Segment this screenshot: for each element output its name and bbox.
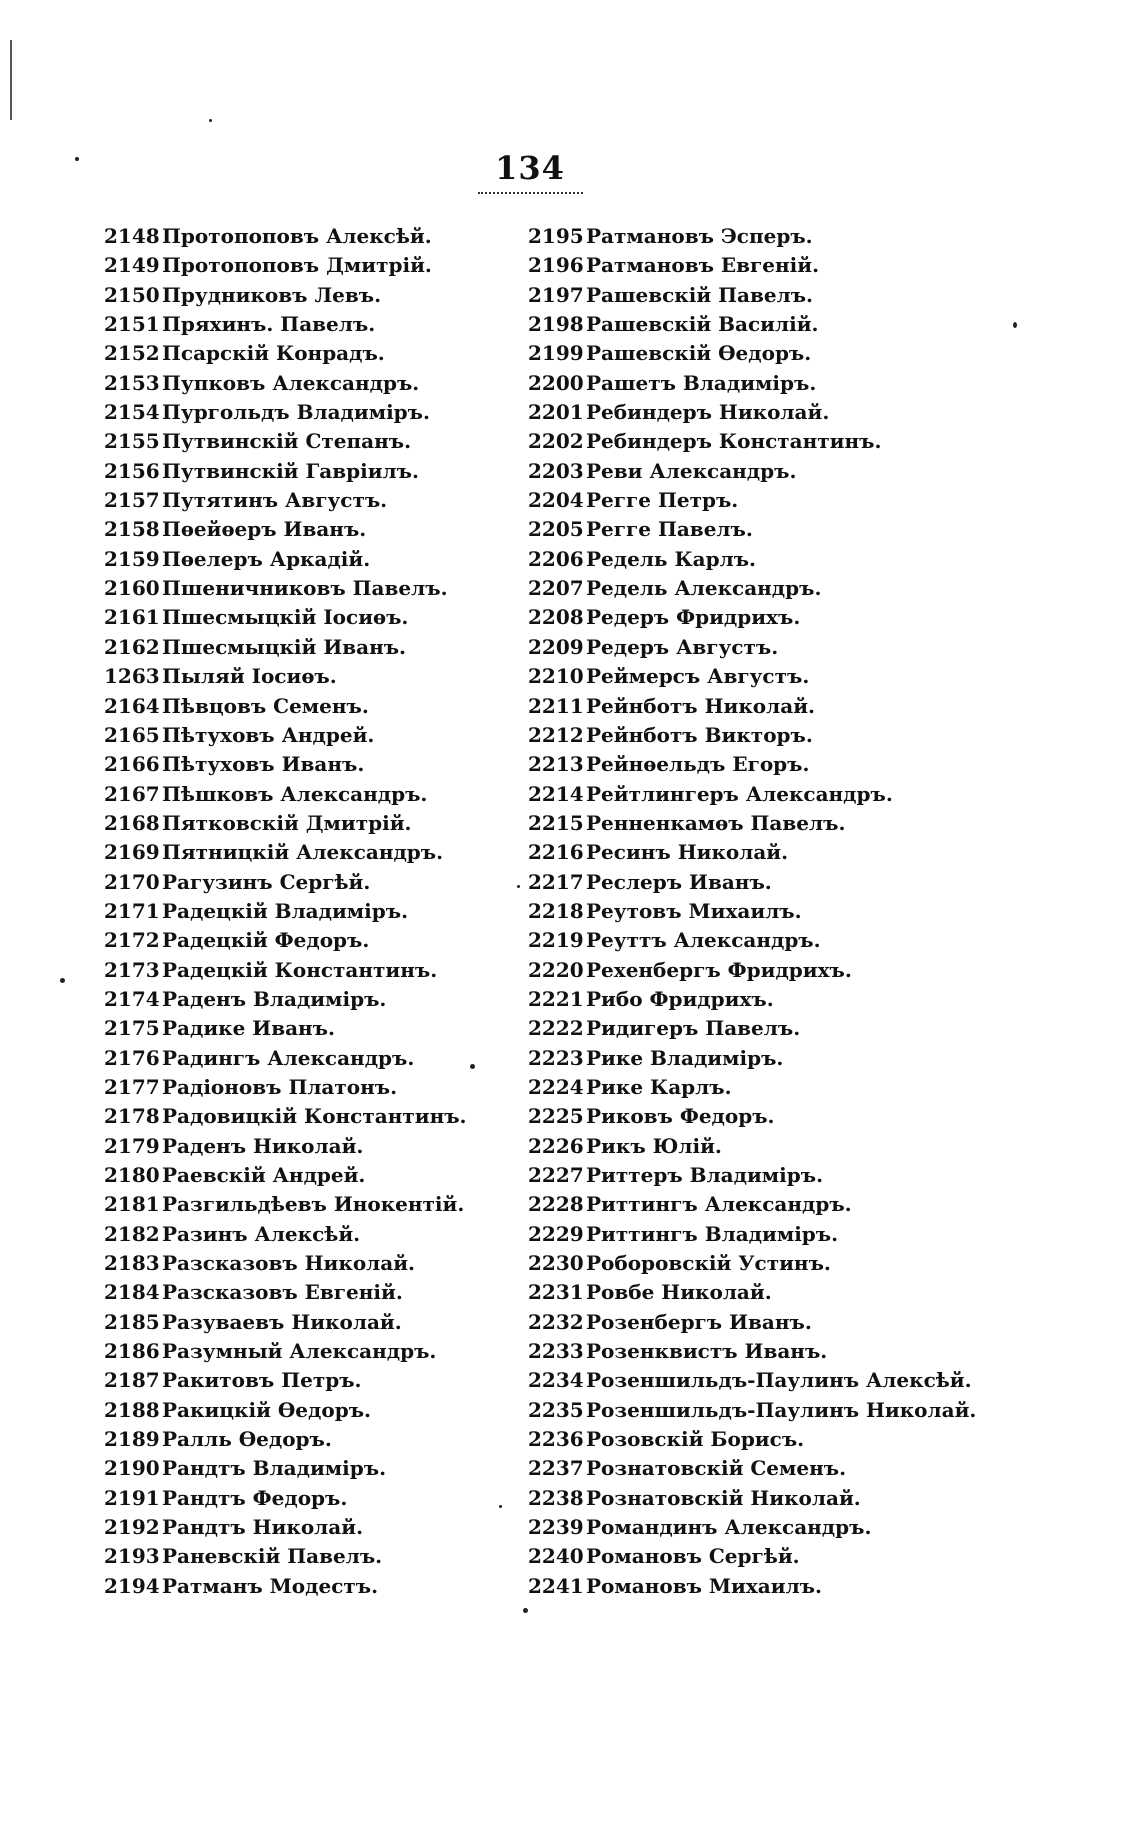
entry-number: 2148 — [104, 224, 160, 248]
scan-speck — [499, 1505, 502, 1508]
list-item — [528, 1366, 976, 1395]
entry-name: Рехенбергъ Фридрихъ. — [586, 957, 852, 982]
entry-number: 2213 — [528, 752, 584, 777]
entry-name: Радовицкій Константинъ. — [162, 1104, 467, 1129]
entry-name: Розеншильдъ-Паулинъ Алексѣй. — [586, 1368, 972, 1393]
entry-name: Ровбе Николай. — [586, 1280, 772, 1305]
list-item — [528, 1220, 976, 1249]
scan-speck — [517, 885, 520, 888]
entry-number: 2180 — [104, 1163, 160, 1187]
list-item — [104, 486, 467, 515]
entry-number: 2185 — [104, 1309, 160, 1334]
entry-number: 2173 — [104, 957, 160, 982]
list-item — [104, 427, 467, 456]
entry-name: Протопоповъ Алексѣй. — [162, 224, 432, 248]
entry-number: 2203 — [528, 458, 584, 483]
entry-name: Пургольдъ Владиміръ. — [162, 400, 430, 425]
entry-name: Разгильдѣевъ Инокентій. — [162, 1192, 465, 1217]
entry-name: Реуттъ Александръ. — [586, 928, 821, 953]
entry-name: Пшесмыцкій Іосиѳъ. — [162, 605, 409, 630]
scan-edge-line — [10, 40, 12, 120]
entry-number: 2220 — [528, 957, 584, 982]
list-item — [528, 1484, 976, 1513]
entry-name: Радецкій Федоръ. — [162, 928, 370, 953]
entry-name: Разсказовъ Евгеній. — [162, 1280, 403, 1305]
entry-number: 2156 — [104, 458, 160, 483]
list-item — [104, 603, 467, 632]
entry-name: Рознатовскій Семенъ. — [586, 1456, 847, 1481]
list-item — [104, 1425, 467, 1454]
entry-number: 2190 — [104, 1456, 160, 1481]
entry-name: Редель Карлъ. — [586, 546, 756, 571]
entry-name: Ракитовъ Петръ. — [162, 1368, 362, 1393]
entry-name: Путвинскій Степанъ. — [162, 429, 412, 454]
entry-number: 1263 — [104, 664, 160, 689]
list-item — [104, 662, 467, 691]
page-number: 134 — [495, 149, 565, 187]
list-item — [528, 310, 976, 339]
list-item — [528, 339, 976, 368]
entry-name: Ратмановъ Евгеній. — [586, 253, 820, 278]
entry-name: Путвинскій Гавріилъ. — [162, 458, 419, 483]
list-item — [528, 1278, 976, 1307]
entry-name: Розеншильдъ-Паулинъ Николай. — [586, 1397, 977, 1422]
entry-number: 2170 — [104, 869, 160, 894]
entry-number: 2188 — [104, 1397, 160, 1422]
entry-number: 2178 — [104, 1104, 160, 1129]
entry-name: Радецкій Владиміръ. — [162, 898, 409, 923]
entry-number: 2211 — [528, 693, 584, 718]
list-item — [528, 692, 976, 721]
entry-name: Редеръ Августъ. — [586, 634, 779, 659]
entry-name: Рейнботъ Викторъ. — [586, 722, 813, 747]
scan-speck — [470, 1064, 475, 1069]
list-item — [104, 545, 467, 574]
list-item — [528, 1513, 976, 1542]
list-item — [104, 1396, 467, 1425]
list-item — [104, 251, 467, 280]
list-item — [104, 1308, 467, 1337]
entry-number: 2175 — [104, 1016, 160, 1041]
scan-speck — [75, 157, 79, 161]
entry-name: Пряхинъ. Павелъ. — [162, 312, 376, 337]
entry-number: 2191 — [104, 1485, 160, 1510]
entry-name: Ресинъ Николай. — [586, 840, 789, 865]
entry-number: 2201 — [528, 400, 584, 425]
entry-name: Рибо Фридрихъ. — [586, 986, 774, 1011]
entry-number: 2221 — [528, 986, 584, 1011]
list-item — [104, 1161, 467, 1190]
entry-number: 2227 — [528, 1163, 584, 1187]
entry-number: 2154 — [104, 400, 160, 425]
list-item — [528, 486, 976, 515]
entry-number: 2234 — [528, 1368, 584, 1393]
entry-number: 2153 — [104, 370, 160, 395]
entry-number: 2158 — [104, 517, 160, 542]
list-item — [528, 515, 976, 544]
entry-number: 2187 — [104, 1368, 160, 1393]
list-item — [528, 868, 976, 897]
list-item — [104, 956, 467, 985]
list-item — [528, 1073, 976, 1102]
entry-number: 2184 — [104, 1280, 160, 1305]
list-item — [528, 1396, 976, 1425]
entry-number: 2167 — [104, 781, 160, 806]
entry-number: 2212 — [528, 722, 584, 747]
entry-name: Пшесмыцкій Иванъ. — [162, 634, 407, 659]
entry-name: Риттеръ Владиміръ. — [586, 1163, 824, 1187]
entry-name: Разинъ Алексѣй. — [162, 1221, 361, 1246]
entry-name: Рейтлингеръ Александръ. — [586, 781, 893, 806]
entry-number: 2157 — [104, 488, 160, 513]
entry-number: 2207 — [528, 576, 584, 601]
entry-name: Рашетъ Владиміръ. — [586, 370, 817, 395]
entry-name: Романдинъ Александръ. — [586, 1515, 872, 1540]
entry-number: 2200 — [528, 370, 584, 395]
entry-name: Риковъ Федоръ. — [586, 1104, 775, 1129]
entry-number: 2192 — [104, 1515, 160, 1540]
entry-number: 2241 — [528, 1573, 584, 1598]
entry-name: Путятинъ Августъ. — [162, 488, 388, 513]
entry-name: Редель Александръ. — [586, 576, 822, 601]
entry-number: 2238 — [528, 1485, 584, 1510]
entry-number: 2226 — [528, 1133, 584, 1158]
entry-number: 2218 — [528, 898, 584, 923]
entry-name: Радике Иванъ. — [162, 1016, 335, 1041]
entry-number: 2152 — [104, 341, 160, 366]
list-item — [104, 780, 467, 809]
entry-number: 2239 — [528, 1515, 584, 1540]
entry-number: 2150 — [104, 282, 160, 307]
list-item — [528, 545, 976, 574]
entry-number: 2169 — [104, 840, 160, 865]
list-item — [528, 662, 976, 691]
list-item — [104, 1278, 467, 1307]
entry-number: 2214 — [528, 781, 584, 806]
list-item — [104, 897, 467, 926]
entry-name: Рандтъ Владиміръ. — [162, 1456, 387, 1481]
entry-number: 2202 — [528, 429, 584, 454]
entry-name: Регге Павелъ. — [586, 517, 753, 542]
list-item — [528, 1572, 976, 1601]
entry-name: Ракицкій Ѳедоръ. — [162, 1397, 371, 1422]
list-item — [528, 222, 976, 251]
entry-name: Романовъ Михаилъ. — [586, 1573, 822, 1598]
entry-name: Радіоновъ Платонъ. — [162, 1074, 398, 1099]
list-item — [528, 369, 976, 398]
entry-name: Пѣтуховъ Иванъ. — [162, 752, 365, 777]
list-item — [104, 1484, 467, 1513]
entry-name: Рашевскій Василій. — [586, 312, 819, 337]
list-item — [528, 750, 976, 779]
list-item — [104, 1249, 467, 1278]
list-item — [528, 1249, 976, 1278]
list-item — [528, 721, 976, 750]
entry-number: 2176 — [104, 1045, 160, 1070]
entry-name: Пѣшковъ Александръ. — [162, 781, 428, 806]
entry-number: 2204 — [528, 488, 584, 513]
list-item — [104, 721, 467, 750]
list-item — [528, 1044, 976, 1073]
entry-number: 2189 — [104, 1427, 160, 1452]
entry-number: 2215 — [528, 810, 584, 835]
entry-name: Пѣтуховъ Андрей. — [162, 722, 375, 747]
list-item — [528, 1161, 976, 1190]
entry-name: Разумный Александръ. — [162, 1339, 437, 1364]
list-item — [104, 574, 467, 603]
list-item — [104, 339, 467, 368]
entry-number: 2155 — [104, 429, 160, 454]
list-item — [104, 1102, 467, 1131]
entry-name: Ренненкамѳъ Павелъ. — [586, 810, 846, 835]
entry-name: Прудниковъ Левъ. — [162, 282, 382, 307]
list-item — [528, 838, 976, 867]
entry-number: 2174 — [104, 986, 160, 1011]
list-item — [104, 1337, 467, 1366]
entry-number: 2161 — [104, 605, 160, 630]
entry-name: Рандтъ Федоръ. — [162, 1485, 348, 1510]
entry-name: Рандтъ Николай. — [162, 1515, 364, 1540]
entry-number: 2166 — [104, 752, 160, 777]
entry-number: 2240 — [528, 1544, 584, 1569]
entry-number: 2208 — [528, 605, 584, 630]
entry-number: 2168 — [104, 810, 160, 835]
list-item — [104, 750, 467, 779]
entry-name: Риттингъ Александръ. — [586, 1192, 852, 1217]
list-item — [528, 1542, 976, 1571]
list-item — [104, 1073, 467, 1102]
list-item — [104, 1014, 467, 1043]
entry-name: Пятницкій Александръ. — [162, 840, 444, 865]
entry-name: Раденъ Владиміръ. — [162, 986, 387, 1011]
list-item — [104, 222, 467, 251]
entry-number: 2162 — [104, 634, 160, 659]
list-item — [528, 897, 976, 926]
entry-number: 2236 — [528, 1427, 584, 1452]
entry-number: 2206 — [528, 546, 584, 571]
entry-name: Протопоповъ Дмитрій. — [162, 253, 432, 278]
entry-number: 2179 — [104, 1133, 160, 1158]
entry-name: Рейнѳельдъ Егоръ. — [586, 752, 810, 777]
scan-speck — [1013, 322, 1017, 328]
scan-speck — [209, 119, 212, 122]
list-item — [104, 868, 467, 897]
entry-number: 2225 — [528, 1104, 584, 1129]
entry-name: Ребиндеръ Константинъ. — [586, 429, 882, 454]
list-item — [104, 1572, 467, 1601]
list-item — [104, 1044, 467, 1073]
entry-name: Радингъ Александръ. — [162, 1045, 415, 1070]
entry-number: 2183 — [104, 1251, 160, 1276]
entry-number: 2159 — [104, 546, 160, 571]
entry-name: Пупковъ Александръ. — [162, 370, 420, 395]
list-item — [104, 281, 467, 310]
list-item — [104, 457, 467, 486]
list-item — [528, 1132, 976, 1161]
scan-speck — [523, 1608, 528, 1613]
entry-name: Раевскій Андрей. — [162, 1163, 366, 1187]
entry-number: 2151 — [104, 312, 160, 337]
list-item — [104, 1513, 467, 1542]
entry-name: Ралль Ѳедоръ. — [162, 1427, 332, 1452]
entry-number: 2230 — [528, 1251, 584, 1276]
list-item — [528, 1102, 976, 1131]
list-item — [104, 515, 467, 544]
list-item — [104, 985, 467, 1014]
entry-name: Рашевскій Ѳедоръ. — [586, 341, 812, 366]
list-item — [104, 398, 467, 427]
list-item — [104, 310, 467, 339]
entry-name: Реймерсъ Августъ. — [586, 664, 810, 689]
entry-number: 2197 — [528, 282, 584, 307]
entry-name: Розенквистъ Иванъ. — [586, 1339, 828, 1364]
entry-number: 2209 — [528, 634, 584, 659]
list-item — [528, 1425, 976, 1454]
entry-number: 2199 — [528, 341, 584, 366]
list-item — [104, 1132, 467, 1161]
entry-number: 2222 — [528, 1016, 584, 1041]
list-item — [528, 1190, 976, 1219]
entry-number: 2198 — [528, 312, 584, 337]
entry-name: Пѣвцовъ Семенъ. — [162, 693, 369, 718]
entry-name: Ребиндеръ Николай. — [586, 400, 830, 425]
entry-number: 2231 — [528, 1280, 584, 1305]
entry-name: Розенбергъ Иванъ. — [586, 1309, 812, 1334]
entry-number: 2182 — [104, 1221, 160, 1246]
list-item — [528, 985, 976, 1014]
list-item — [104, 926, 467, 955]
page-number-underline — [478, 192, 583, 194]
list-item — [528, 1014, 976, 1043]
list-item — [104, 1454, 467, 1483]
list-item — [528, 956, 976, 985]
entry-name: Рикъ Юлій. — [586, 1133, 722, 1158]
entry-name: Пѳейѳеръ Иванъ. — [162, 517, 367, 542]
entry-number: 2177 — [104, 1074, 160, 1099]
list-item — [528, 603, 976, 632]
entry-number: 2196 — [528, 253, 584, 278]
list-item — [104, 1190, 467, 1219]
list-item — [528, 251, 976, 280]
list-item — [528, 926, 976, 955]
list-item — [528, 809, 976, 838]
entry-number: 2181 — [104, 1192, 160, 1217]
entry-number: 2160 — [104, 576, 160, 601]
entry-name: Регге Петръ. — [586, 488, 739, 513]
entry-name: Пыляй Іосиѳъ. — [162, 664, 337, 689]
entry-name: Рейнботъ Николай. — [586, 693, 815, 718]
entry-number: 2210 — [528, 664, 584, 689]
list-item — [104, 809, 467, 838]
entry-name: Пятковскій Дмитрій. — [162, 810, 412, 835]
entry-number: 2165 — [104, 722, 160, 747]
entry-number: 2232 — [528, 1309, 584, 1334]
entry-name: Рагузинъ Сергѣй. — [162, 869, 371, 894]
list-item — [528, 457, 976, 486]
entry-name: Рике Владиміръ. — [586, 1045, 784, 1070]
entry-name: Раденъ Николай. — [162, 1133, 364, 1158]
entry-name: Пѳелеръ Аркадій. — [162, 546, 371, 571]
entry-name: Реслеръ Иванъ. — [586, 869, 772, 894]
list-item — [528, 780, 976, 809]
left-column — [104, 222, 467, 1601]
entry-number: 2228 — [528, 1192, 584, 1217]
entry-name: Разсказовъ Николай. — [162, 1251, 416, 1276]
right-column — [528, 222, 976, 1601]
list-item — [528, 1337, 976, 1366]
entry-number: 2216 — [528, 840, 584, 865]
entry-number: 2186 — [104, 1339, 160, 1364]
entry-number: 2164 — [104, 693, 160, 718]
entry-name: Рике Карлъ. — [586, 1074, 732, 1099]
list-item — [528, 633, 976, 662]
list-item — [528, 398, 976, 427]
entry-name: Раневскій Павелъ. — [162, 1544, 383, 1569]
entry-number: 2194 — [104, 1573, 160, 1598]
entry-name: Ратманъ Модестъ. — [162, 1573, 379, 1598]
entry-number: 2149 — [104, 253, 160, 278]
entry-name: Рашевскій Павелъ. — [586, 282, 814, 307]
entry-name: Реутовъ Михаилъ. — [586, 898, 802, 923]
entry-number: 2233 — [528, 1339, 584, 1364]
entry-name: Рознатовскій Николай. — [586, 1485, 861, 1510]
list-item — [104, 1366, 467, 1395]
entry-name: Псарскій Конрадъ. — [162, 341, 385, 366]
entry-name: Ратмановъ Эсперъ. — [586, 224, 813, 248]
entry-name: Редеръ Фридрихъ. — [586, 605, 801, 630]
entry-name: Роборовскій Устинъ. — [586, 1251, 831, 1276]
list-item — [104, 1542, 467, 1571]
entry-name: Разуваевъ Николай. — [162, 1309, 402, 1334]
entry-name: Пшеничниковъ Павелъ. — [162, 576, 448, 601]
list-item — [528, 574, 976, 603]
list-item — [528, 427, 976, 456]
entry-name: Риттингъ Владиміръ. — [586, 1221, 839, 1246]
list-item — [104, 369, 467, 398]
list-item — [104, 838, 467, 867]
entry-name: Романовъ Сергѣй. — [586, 1544, 800, 1569]
entry-number: 2224 — [528, 1074, 584, 1099]
list-item — [104, 633, 467, 662]
entry-name: Реви Александръ. — [586, 458, 797, 483]
entry-number: 2229 — [528, 1221, 584, 1246]
entry-number: 2219 — [528, 928, 584, 953]
entry-name: Радецкій Константинъ. — [162, 957, 438, 982]
entry-number: 2223 — [528, 1045, 584, 1070]
entry-number: 2171 — [104, 898, 160, 923]
entry-number: 2193 — [104, 1544, 160, 1569]
entry-number: 2195 — [528, 224, 584, 248]
entry-number: 2235 — [528, 1397, 584, 1422]
entry-number: 2217 — [528, 869, 584, 894]
list-item — [528, 1454, 976, 1483]
entry-name: Ридигеръ Павелъ. — [586, 1016, 801, 1041]
entry-number: 2237 — [528, 1456, 584, 1481]
list-item — [104, 692, 467, 721]
scan-speck — [60, 978, 65, 983]
list-item — [528, 281, 976, 310]
entry-number: 2205 — [528, 517, 584, 542]
entry-number: 2172 — [104, 928, 160, 953]
entry-name: Розовскій Борисъ. — [586, 1427, 805, 1452]
list-item — [104, 1220, 467, 1249]
list-item — [528, 1308, 976, 1337]
